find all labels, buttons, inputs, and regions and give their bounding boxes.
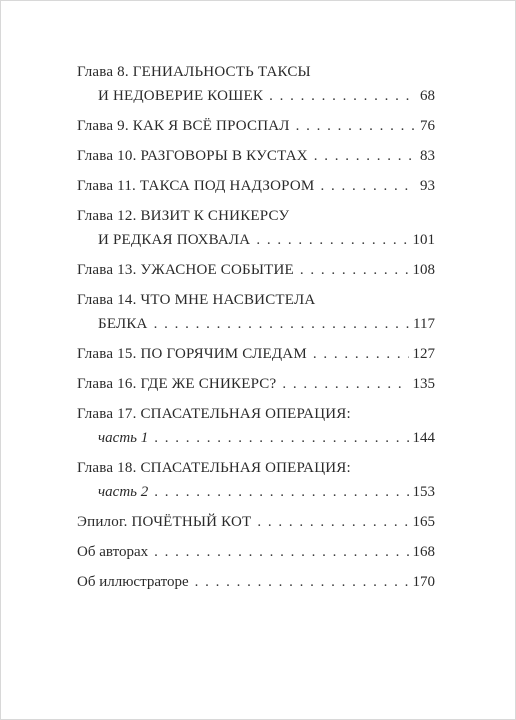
toc-line — [77, 402, 435, 426]
toc-page-number: 76 — [420, 118, 435, 134]
toc-page-number: 170 — [412, 574, 435, 590]
toc-page-number: 117 — [413, 316, 435, 332]
dot-leader — [314, 144, 416, 168]
toc-entry-epilogue[interactable] — [77, 510, 435, 534]
toc-entry-chapter-9[interactable] — [77, 114, 435, 138]
dot-leader — [154, 312, 409, 336]
toc-page-number: 93 — [420, 178, 435, 194]
toc-title-continuation: И НЕДОВЕРИЕ КОШЕК — [98, 88, 264, 104]
toc-title: Глава 17. СПАСАТЕЛЬНАЯ ОПЕРАЦИЯ: — [77, 406, 351, 422]
toc-page-number: 108 — [412, 262, 435, 278]
toc-line — [77, 174, 435, 198]
toc-line — [77, 342, 435, 366]
toc-page-number: 144 — [412, 430, 435, 446]
toc-entry-chapter-10[interactable] — [77, 144, 435, 168]
toc-line — [77, 84, 435, 108]
toc-line — [77, 570, 435, 594]
toc-entry-chapter-14[interactable] — [77, 288, 435, 336]
dot-leader — [300, 258, 409, 282]
toc-line — [77, 288, 435, 312]
toc-line — [77, 540, 435, 564]
toc-title: Глава 15. ПО ГОРЯЧИМ СЛЕДАМ — [77, 346, 307, 362]
dot-leader — [256, 228, 408, 252]
toc-title: Об иллюстраторе — [77, 574, 189, 590]
toc-line — [77, 510, 435, 534]
dot-leader — [154, 480, 408, 504]
dot-leader — [257, 510, 408, 534]
toc-entry-about-authors[interactable] — [77, 540, 435, 564]
dot-leader — [296, 114, 416, 138]
dot-leader — [313, 342, 409, 366]
toc-title: Эпилог. ПОЧЁТНЫЙ КОТ — [77, 514, 252, 530]
toc-title: Глава 9. КАК Я ВСЁ ПРОСПАЛ — [77, 118, 290, 134]
toc-line — [77, 60, 435, 84]
toc-entry-chapter-18[interactable] — [77, 456, 435, 504]
toc-line — [77, 372, 435, 396]
toc-title-continuation: часть 1 — [98, 430, 149, 446]
dot-leader — [154, 426, 408, 450]
toc-line — [77, 258, 435, 282]
toc-title: Глава 12. ВИЗИТ К СНИКЕРСУ — [77, 208, 290, 224]
toc-entry-chapter-12[interactable] — [77, 204, 435, 252]
toc-title: Глава 10. РАЗГОВОРЫ В КУСТАХ — [77, 148, 308, 164]
toc-page-number: 101 — [412, 232, 435, 248]
toc-page-number: 83 — [420, 148, 435, 164]
table-of-contents — [77, 60, 435, 594]
toc-title-continuation: часть 2 — [98, 484, 149, 500]
toc-entry-chapter-13[interactable] — [77, 258, 435, 282]
toc-entry-chapter-17[interactable] — [77, 402, 435, 450]
toc-title: Глава 16. ГДЕ ЖЕ СНИКЕРС? — [77, 376, 277, 392]
toc-line — [77, 480, 435, 504]
toc-page-number: 153 — [412, 484, 435, 500]
toc-page-number: 135 — [412, 376, 435, 392]
toc-title: Об авторах — [77, 544, 149, 560]
dot-leader — [154, 540, 408, 564]
toc-line — [77, 312, 435, 336]
dot-leader — [282, 372, 408, 396]
toc-line — [77, 426, 435, 450]
dot-leader — [320, 174, 416, 198]
toc-page-number: 127 — [412, 346, 435, 362]
toc-entry-chapter-15[interactable] — [77, 342, 435, 366]
toc-line — [77, 456, 435, 480]
toc-page-number: 168 — [412, 544, 435, 560]
toc-page-number: 68 — [420, 88, 435, 104]
toc-page-number: 165 — [412, 514, 435, 530]
toc-entry-chapter-16[interactable] — [77, 372, 435, 396]
toc-line — [77, 114, 435, 138]
toc-line — [77, 228, 435, 252]
toc-title: Глава 11. ТАКСА ПОД НАДЗОРОМ — [77, 178, 315, 194]
toc-line — [77, 144, 435, 168]
toc-line — [77, 204, 435, 228]
toc-entry-chapter-11[interactable] — [77, 174, 435, 198]
dot-leader — [269, 84, 416, 108]
toc-title-continuation: И РЕДКАЯ ПОХВАЛА — [98, 232, 251, 248]
toc-entry-chapter-8[interactable] — [77, 60, 435, 108]
toc-entry-about-illustrator[interactable] — [77, 570, 435, 594]
toc-title: Глава 8. ГЕНИАЛЬНОСТЬ ТАКСЫ — [77, 64, 311, 80]
toc-title-continuation: БЕЛКА — [98, 316, 148, 332]
toc-title: Глава 18. СПАСАТЕЛЬНАЯ ОПЕРАЦИЯ: — [77, 460, 351, 476]
toc-title: Глава 14. ЧТО МНЕ НАСВИСТЕЛА — [77, 292, 316, 308]
dot-leader — [195, 570, 409, 594]
toc-title: Глава 13. УЖАСНОЕ СОБЫТИЕ — [77, 262, 294, 278]
